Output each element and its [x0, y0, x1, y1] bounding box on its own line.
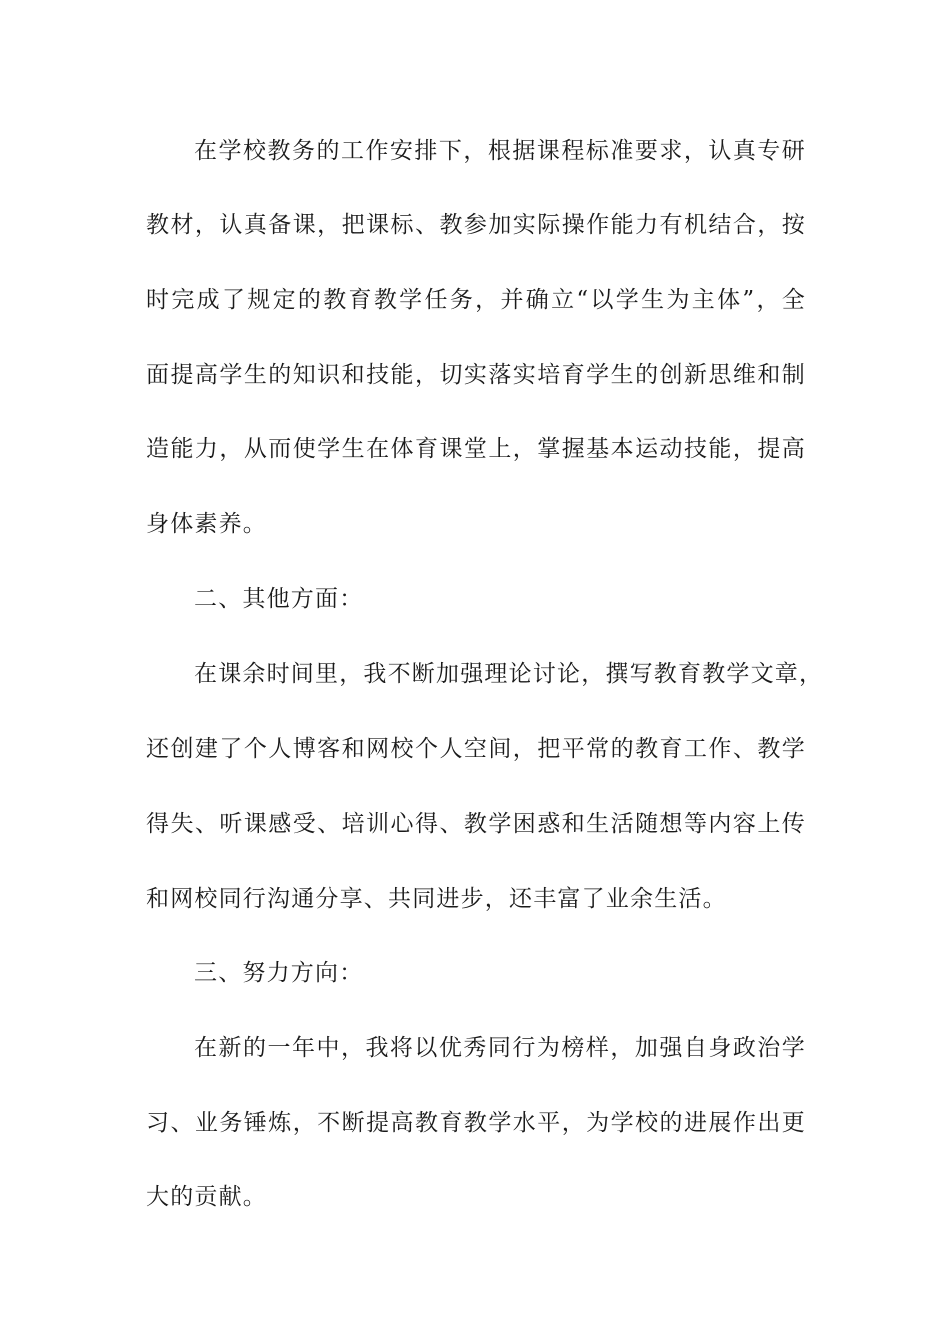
paragraph-1-line-6: 身体素养。 [146, 511, 267, 537]
paragraph-3-line-3: 大的贡献。 [146, 1184, 267, 1210]
paragraph-1-line-3: 时完成了规定的教育教学任务，并确立“以学生为主体”，全 [146, 287, 806, 313]
section-heading-direction: 三、努力方向： [194, 960, 364, 986]
paragraph-1-line-2: 教材，认真备课，把课标、教参加实际操作能力有机结合，按 [146, 212, 806, 238]
paragraph-2-line-4: 和网校同行沟通分享、共同进步，还丰富了业余生活。 [146, 886, 727, 912]
paragraph-2-line-3: 得失、听课感受、培训心得、教学困惑和生活随想等内容上传 [146, 811, 806, 837]
paragraph-3-line-1: 在新的一年中，我将以优秀同行为榜样，加强自身政治学 [194, 1035, 806, 1061]
paragraph-2-line-2: 还创建了个人博客和网校个人空间，把平常的教育工作、教学 [146, 736, 806, 762]
paragraph-1-line-4: 面提高学生的知识和技能，切实落实培育学生的创新思维和制 [146, 362, 806, 388]
paragraph-1-line-1: 在学校教务的工作安排下，根据课程标准要求，认真专研 [194, 138, 806, 164]
section-heading-other: 二、其他方面： [194, 586, 364, 612]
paragraph-3-line-2: 习、业务锤炼，不断提高教育教学水平，为学校的进展作出更 [146, 1110, 806, 1136]
paragraph-2-line-1: 在课余时间里，我不断加强理论讨论，撰写教育教学文章， [194, 661, 824, 687]
paragraph-1-line-5: 造能力，从而使学生在体育课堂上，掌握基本运动技能，提高 [146, 436, 806, 462]
